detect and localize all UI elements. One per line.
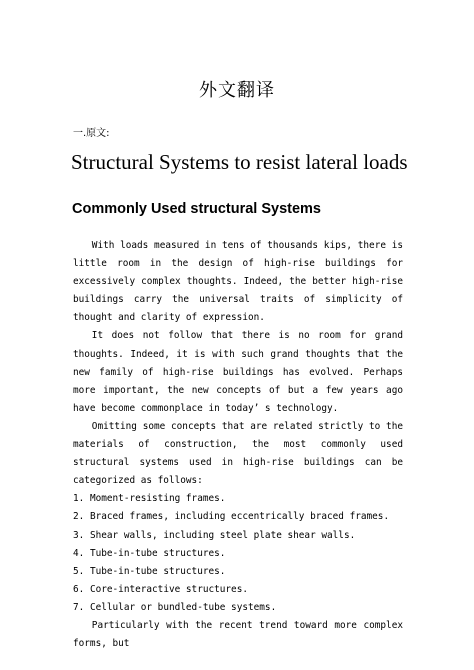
list-item-text: Core-interactive structures. — [89, 583, 248, 595]
list-item — [73, 508, 403, 526]
structural-systems-list — [73, 490, 403, 617]
list-item — [73, 563, 403, 581]
list-item-text: Moment-resisting frames. — [89, 493, 226, 505]
list-item-text: Shear walls, including steel plate shear walls. — [89, 529, 356, 541]
list-item — [73, 581, 403, 599]
main-heading: Structural Systems to resist lateral loads — [71, 150, 408, 174]
paragraph: Omitting some concepts that are related strictly to the materials of construction, the most commonly used structural systems used in high-rise buildings can be categorized as follows: — [73, 420, 403, 487]
list-item-number: 1. — [73, 493, 85, 505]
body-text — [73, 237, 403, 653]
section-label: 一.原文: — [73, 128, 110, 139]
list-item — [73, 527, 403, 545]
list-item-number: 6. — [73, 583, 85, 595]
list-item — [73, 599, 403, 617]
list-item-number: 5. — [73, 565, 85, 577]
list-item — [73, 490, 403, 508]
list-item-text: Tube-in-tube structures. — [89, 565, 226, 577]
list-item-text: Cellular or bundled-tube systems. — [89, 601, 277, 613]
list-item-number: 3. — [73, 529, 85, 541]
sub-heading: Commonly Used structural Systems — [72, 201, 321, 217]
paragraph: It does not follow that there is no room for grand thoughts. Indeed, it is with such grand thoughts that the new family of high-rise buildings has evolved. Perhaps more important, the new concepts of but a few years ago have become commonplace in today’ s technology. — [73, 330, 403, 414]
list-item-number: 2. — [73, 511, 85, 523]
list-item-text: Tube-in-tube structures. — [89, 547, 226, 559]
document-title: 外文翻译 — [199, 80, 275, 101]
list-item — [73, 545, 403, 563]
list-item-number: 7. — [73, 601, 85, 613]
list-item-number: 4. — [73, 547, 85, 559]
paragraph: With loads measured in tens of thousands kips, there is little room in the design of high-rise buildings for excessively complex thoughts. Indeed, the better high-rise buildings carry the universal traits of simplicity of thought and clarity of expression. — [73, 240, 403, 324]
list-item-text: Braced frames, including eccentrically braced frames. — [89, 511, 390, 523]
paragraph-trailing: Particularly with the recent trend toward more complex forms, but — [73, 619, 403, 650]
